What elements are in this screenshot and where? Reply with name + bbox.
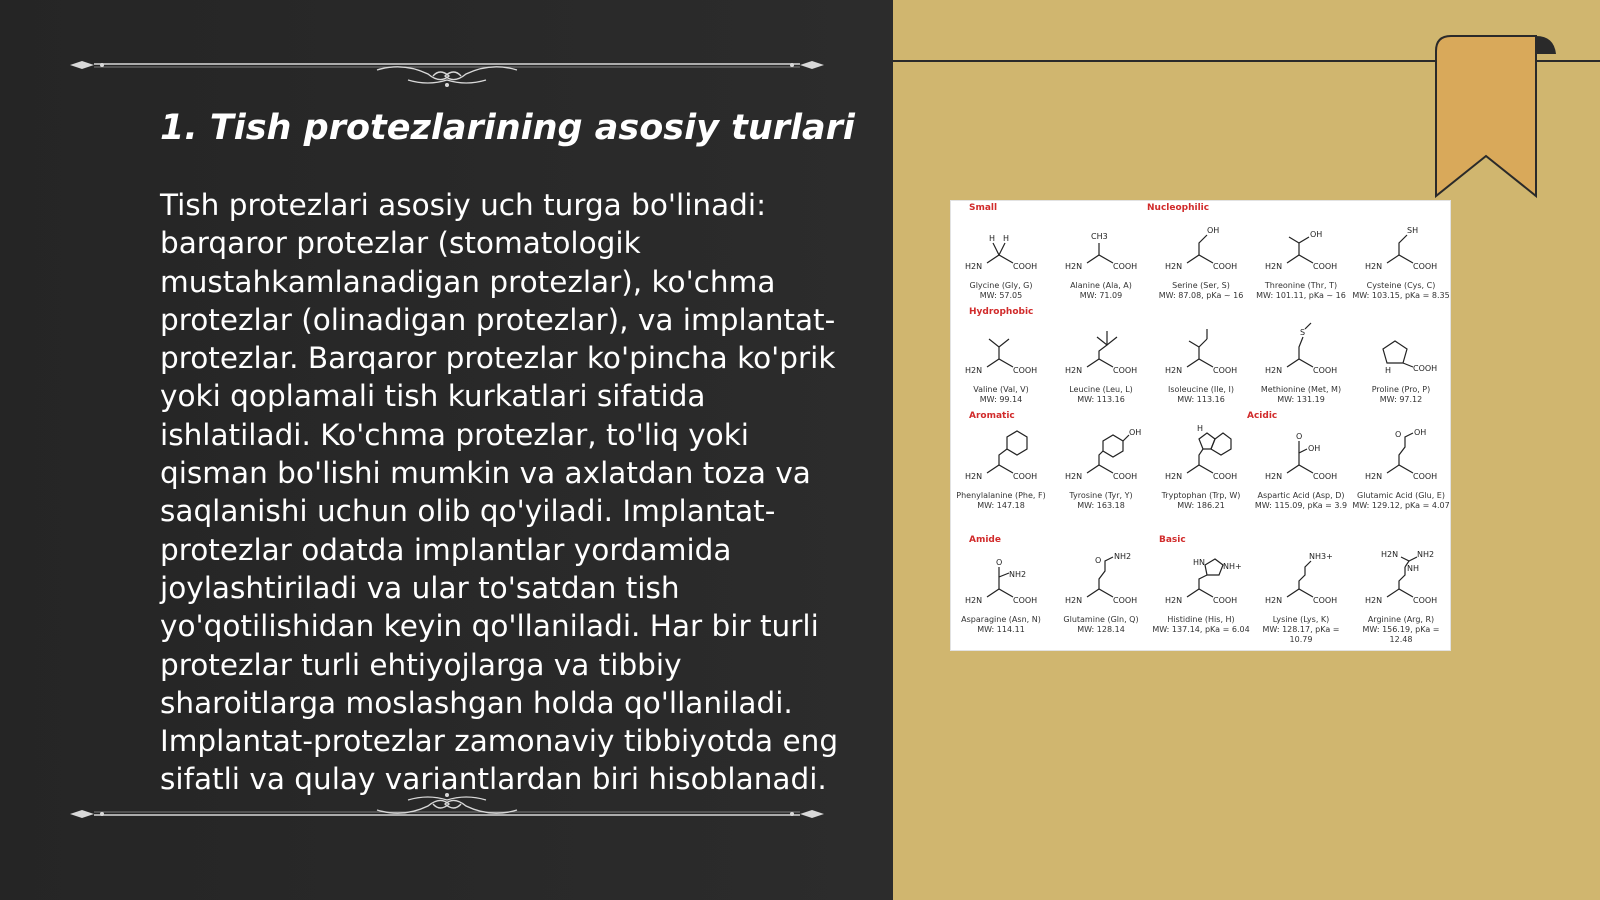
category-label-acidic: Acidic [1247, 411, 1278, 421]
amino-acid-name: Valine (Val, V) [973, 385, 1029, 394]
amine-label: H2N [1065, 262, 1083, 271]
amide-label: NH2 [1114, 552, 1132, 561]
amine-label: H2N [1065, 596, 1083, 605]
hydroxyl-label: OH [1308, 444, 1321, 453]
amino-acid-name: Methionine (Met, M) [1260, 385, 1342, 394]
carboxyl-label: COOH [1013, 472, 1038, 481]
amino-acid-mw: MW: 131.19 [1277, 395, 1325, 404]
amino-acid-name: Glutamine (Gln, Q) [1063, 615, 1139, 624]
amino-acid-name: Tyrosine (Tyr, Y) [1069, 491, 1133, 500]
amine-label: H2N [1365, 262, 1383, 271]
amino-acid-mw: MW: 113.16 [1177, 395, 1225, 404]
tryptophan-structure-icon [1159, 424, 1243, 495]
amino-acid-mw: MW: 163.18 [1077, 501, 1125, 510]
amino-acid-name: Isoleucine (Ile, I) [1168, 385, 1234, 394]
leucine-structure-icon [1059, 323, 1143, 389]
guanidino-amine-label: H2N [1381, 550, 1399, 559]
carboxyl-label: COOH [1413, 596, 1438, 605]
carboxyl-label: COOH [1313, 262, 1338, 271]
oxygen-label: O [996, 558, 1003, 567]
amino-acid-mw: MW: 99.14 [979, 395, 1023, 404]
carboxyl-label: COOH [1113, 472, 1138, 481]
amine-label: H2N [965, 262, 983, 271]
amine-label: H2N [1165, 366, 1183, 375]
glutamic-acid-structure-icon [1359, 429, 1443, 495]
histidine-structure-icon [1159, 553, 1243, 619]
oxygen-label: O [1095, 556, 1102, 565]
sulfur-label: S [1300, 328, 1306, 337]
carboxyl-label: COOH [1013, 262, 1038, 271]
carboxyl-label: COOH [1113, 366, 1138, 375]
amino-acid-mw: MW: 128.17, pKa = 10.79 [1262, 625, 1340, 644]
amine-label: H2N [965, 366, 983, 375]
amino-acid-mw: MW: 115.09, pKa = 3.9 [1254, 501, 1348, 510]
amino-acid-mw: MW: 103.15, pKa = 8.35 [1352, 291, 1450, 300]
amino-acid-name: Asparagine (Asn, N) [961, 615, 1041, 624]
cysteine-structure-icon [1359, 219, 1443, 285]
amino-acid-mw: MW: 114.11 [977, 625, 1025, 634]
amine-label: H2N [1265, 596, 1283, 605]
amine-label: H2N [1065, 472, 1083, 481]
amino-acid-isoleucine [1151, 315, 1251, 419]
category-label-aromatic: Aromatic [969, 411, 1015, 421]
carboxyl-label: COOH [1113, 262, 1138, 271]
isoleucine-structure-icon [1159, 323, 1243, 389]
ornamental-divider-top [68, 48, 826, 88]
imidazole-nh-plus-label: NH+ [1223, 562, 1242, 571]
amino-acid-tyrosine [1051, 421, 1151, 525]
carboxyl-label: COOH [1213, 472, 1238, 481]
amino-acid-name: Arginine (Arg, R) [1367, 615, 1435, 624]
amino-acid-serine [1151, 211, 1251, 315]
imine-label: H [1385, 366, 1392, 375]
carboxyl-label: COOH [1413, 262, 1438, 271]
amino-acid-aspartic-acid [1251, 421, 1351, 525]
amino-acid-tryptophan [1151, 421, 1251, 525]
category-label-amide: Amide [969, 535, 1001, 545]
carboxyl-label: COOH [1213, 596, 1238, 605]
arginine-structure-icon [1359, 550, 1443, 619]
amine-label: H2N [1265, 472, 1283, 481]
amino-acid-leucine [1051, 315, 1151, 419]
tyrosine-structure-icon [1059, 429, 1143, 495]
hydroxyl-label: OH [1129, 428, 1142, 437]
amine-label: H2N [1365, 472, 1383, 481]
amino-acid-name: Aspartic Acid (Asp, D) [1257, 491, 1345, 500]
carboxyl-label: COOH [1113, 596, 1138, 605]
hydrogen-label: H [989, 234, 996, 243]
amino-acid-mw: MW: 71.09 [1079, 291, 1123, 300]
carboxyl-label: COOH [1313, 472, 1338, 481]
carboxyl-label: COOH [1213, 366, 1238, 375]
amino-acid-mw: MW: 186.21 [1177, 501, 1225, 510]
amino-acid-glutamic-acid [1351, 421, 1451, 525]
amine-label: H2N [965, 596, 983, 605]
amino-acid-figure [950, 200, 1451, 651]
glycine-structure-icon [959, 219, 1043, 285]
amino-acid-name: Threonine (Thr, T) [1264, 281, 1338, 290]
oxygen-label: O [1395, 430, 1402, 439]
amino-acid-mw: MW: 147.18 [977, 501, 1025, 510]
proline-structure-icon [1359, 323, 1443, 389]
amine-label: H2N [965, 472, 983, 481]
methionine-structure-icon [1259, 323, 1343, 389]
amino-acid-mw: MW: 137.14, pKa = 6.04 [1152, 625, 1250, 634]
amino-acid-glutamine [1051, 545, 1151, 649]
alanine-structure-icon [1059, 219, 1143, 285]
amino-acid-asparagine [951, 545, 1051, 649]
amine-label: H2N [1065, 366, 1083, 375]
amino-acid-mw: MW: 87.08, pKa ~ 16 [1158, 291, 1244, 300]
valine-structure-icon [959, 323, 1043, 389]
amino-acid-mw: MW: 129.12, pKa = 4.07 [1352, 501, 1450, 510]
hydroxyl-label: OH [1207, 226, 1220, 235]
amino-acid-mw: MW: 128.14 [1077, 625, 1125, 634]
bookmark-ribbon-icon [1436, 36, 1536, 196]
category-label-small: Small [969, 203, 998, 213]
amino-acid-proline [1351, 315, 1451, 419]
carboxyl-label: COOH [1013, 366, 1038, 375]
amino-acid-methionine [1251, 315, 1351, 419]
imidazole-nh-label: HN [1193, 558, 1205, 567]
amino-acid-mw: MW: 97.12 [1379, 395, 1423, 404]
hydrogen-label: H [1197, 424, 1204, 433]
amino-acid-name: Alanine (Ala, A) [1070, 281, 1132, 290]
amine-label: H2N [1265, 262, 1283, 271]
carboxyl-label: COOH [1013, 596, 1038, 605]
category-label-basic: Basic [1159, 535, 1186, 545]
slide-body-text: Tish protezlari asosiy uch turga bo'linadi: barqaror protezlar (stomatologik mustahkamlanadigan protezlar), ko'chma protezlar (olinadigan protezlar), va implantat-protezlar. Barqaror protezlar ko'pincha ko'prik yoki qoplamali tish kurkatlari sifatida ishlatiladi. Ko'chma protezlar, to'liq yoki qisman bo'lishi mumkin va axlatdan toza va saqlanishi uchun olib qo'yiladi. Implantat-protezlar odatda implantlar yordamida joylashtiriladi va ular to'satdan tish yo'qotilishidan keyin qo'llaniladi. Har bir turli protezlar turli ehtiyojlarga va tibbiy sharoitlarga moslashgan holda qo'llaniladi. Implantat-protezlar zamonaviy tibbiyotda eng sifatli va qulay variantlardan biri hisoblanadi. [160, 188, 839, 797]
amino-acid-name: Phenylalanine (Phe, F) [956, 491, 1046, 500]
amino-acid-name: Serine (Ser, S) [1172, 281, 1230, 290]
hydrogen-label: H [1003, 234, 1010, 243]
amino-acid-glycine [951, 211, 1051, 315]
category-label-nucleophilic: Nucleophilic [1147, 203, 1210, 213]
glutamine-structure-icon [1059, 553, 1143, 619]
amino-acid-mw: MW: 156.19, pKa = 12.48 [1362, 625, 1440, 644]
amino-acid-name: Proline (Pro, P) [1371, 385, 1431, 394]
amine-label: H2N [1365, 596, 1383, 605]
carboxyl-label: COOH [1413, 364, 1438, 373]
guanidino-nh2-label: NH2 [1417, 550, 1435, 559]
category-label-hydrophobic: Hydrophobic [969, 307, 1034, 317]
amine-label: H2N [1165, 472, 1183, 481]
carboxyl-label: COOH [1313, 366, 1338, 375]
aspartic-acid-structure-icon [1259, 429, 1343, 495]
hydroxyl-label: OH [1414, 428, 1427, 437]
amino-acid-name: Glycine (Gly, G) [969, 281, 1033, 290]
asparagine-structure-icon [959, 553, 1043, 619]
amino-acid-name: Tryptophan (Trp, W) [1161, 491, 1241, 500]
lysine-structure-icon [1259, 553, 1343, 619]
amine-label: H2N [1165, 596, 1183, 605]
amino-acid-name: Leucine (Leu, L) [1069, 385, 1133, 394]
amino-acid-name: Cysteine (Cys, C) [1366, 281, 1436, 290]
amino-acid-threonine [1251, 211, 1351, 315]
amino-acid-lysine [1251, 545, 1351, 649]
amino-acid-alanine [1051, 211, 1151, 315]
amino-acid-cysteine [1351, 211, 1451, 315]
amino-acid-histidine [1151, 545, 1251, 649]
amino-acid-mw: MW: 57.05 [979, 291, 1023, 300]
threonine-structure-icon [1259, 219, 1343, 285]
amino-acid-mw: MW: 101.11, pKa ~ 16 [1256, 291, 1346, 300]
amino-acid-name: Lysine (Lys, K) [1272, 615, 1330, 624]
amino-acid-name: Histidine (His, H) [1167, 615, 1235, 624]
methyl-label: CH3 [1091, 232, 1108, 241]
amino-acid-arginine [1351, 545, 1451, 649]
slide-title: 1. Tish protezlarining asosiy turlari [160, 108, 855, 148]
serine-structure-icon [1159, 219, 1243, 285]
hydroxyl-label: OH [1310, 230, 1323, 239]
guanidino-nh-label: NH [1407, 564, 1419, 573]
ammonium-label: NH3+ [1309, 552, 1333, 561]
amine-label: H2N [1265, 366, 1283, 375]
amino-acid-mw: MW: 113.16 [1077, 395, 1125, 404]
carboxyl-label: COOH [1213, 262, 1238, 271]
phenylalanine-structure-icon [959, 429, 1043, 495]
amino-acid-name: Glutamic Acid (Glu, E) [1357, 491, 1445, 500]
amine-label: H2N [1165, 262, 1183, 271]
oxygen-label: O [1296, 432, 1303, 441]
thiol-label: SH [1407, 226, 1419, 235]
amide-label: NH2 [1009, 570, 1027, 579]
amino-acid-valine [951, 315, 1051, 419]
amino-acid-phenylalanine [951, 421, 1051, 525]
carboxyl-label: COOH [1313, 596, 1338, 605]
carboxyl-label: COOH [1413, 472, 1438, 481]
